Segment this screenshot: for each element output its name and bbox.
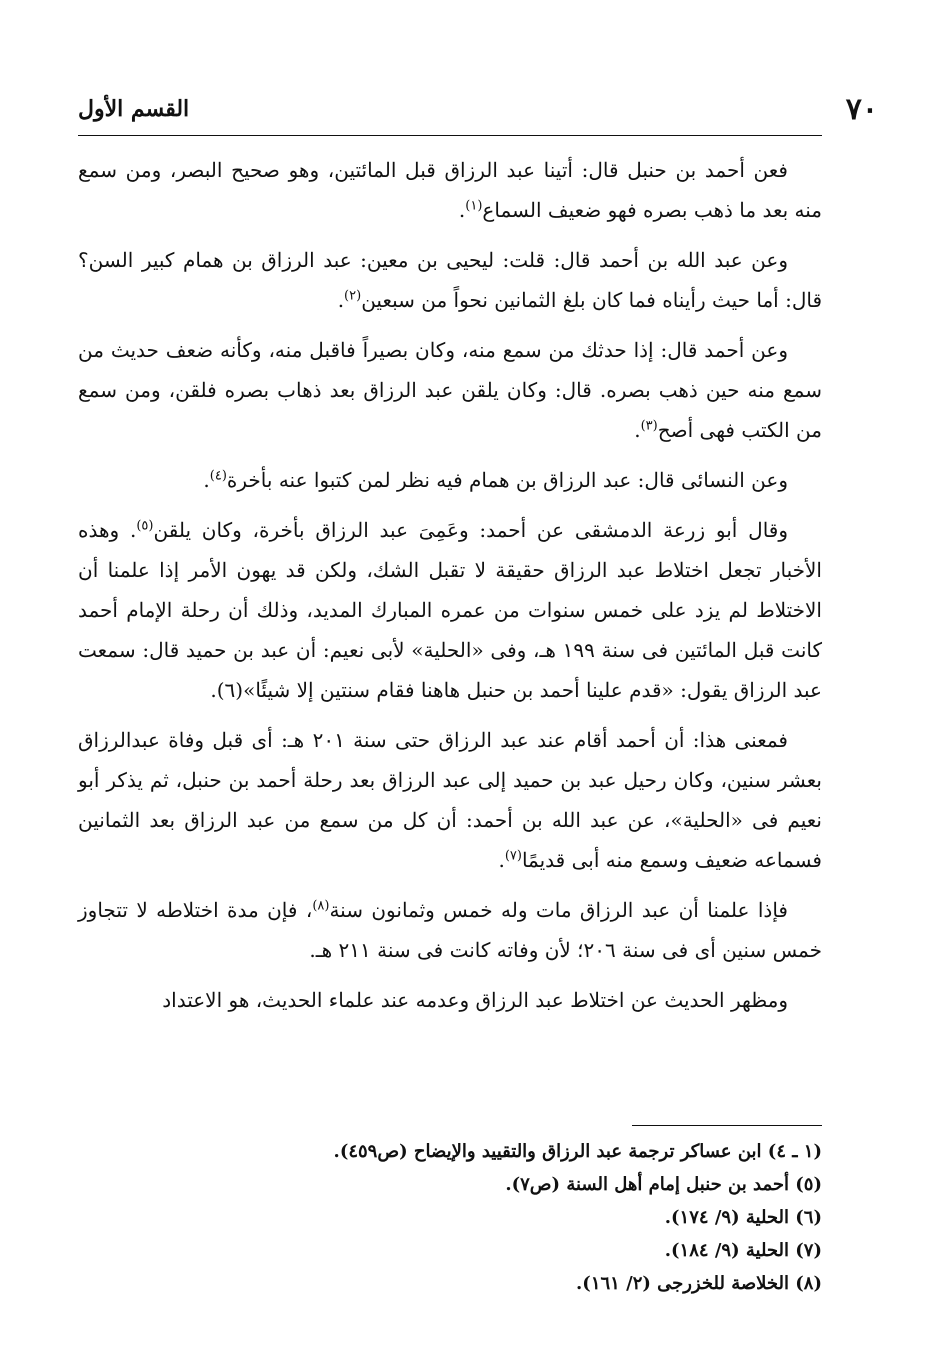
- footnotes: [122, 1135, 822, 1300]
- footnote-ref: (٧): [504, 848, 522, 864]
- footnote-ref: (٣): [640, 418, 658, 434]
- paragraph: وعن عبد الله بن أحمد قال: قلت: ليحيى بن معين: عبد الرزاق بن همام كبير السن؟ قال: أما حيث رأيناه فما كان بلغ الثمانين نحواً من سبعين$^{(٢)}$.: [78, 248, 822, 312]
- footnote: (٥) أحمد بن حنبل إمام أهل السنة (ص٧).: [505, 1174, 822, 1195]
- footnote-ref: (٤): [209, 468, 227, 484]
- footnote-ref: (٨): [312, 898, 330, 914]
- paragraph: وعن النسائى قال: عبد الرزاق بن همام فيه نظر لمن كتبوا عنه بأخرة$^{(٤)}$.: [203, 468, 788, 492]
- section-title: القسم الأول: [78, 96, 190, 122]
- paragraph: فإذا علمنا أن عبد الرزاق مات وله خمس وثمانون سنة$^{(٨)}$، فإن مدة اختلاطه لا تتجاوز خمس سنين أى فى سنة ٢٠٦؛ لأن وفاته كانت فى سنة ٢١١ هـ.: [78, 898, 822, 962]
- footnote: (١ ـ ٤) ابن عساكر ترجمة عبد الرزاق والتقييد والإيضاح (ص٤٥٩).: [333, 1141, 822, 1162]
- footnote-ref: (٢): [344, 288, 362, 304]
- paragraph: فعن أحمد بن حنبل قال: أتينا عبد الرزاق قبل المائتين، وهو صحيح البصر، ومن سمع منه بعد ما ذهب بصره فهو ضعيف السماع$^{(١)}$.: [78, 158, 822, 222]
- page-number: ٧٠: [845, 92, 878, 127]
- footnote: (٧) الحلية (٩/ ١٨٤).: [664, 1240, 822, 1261]
- body-text: [78, 150, 822, 1030]
- page-header: [78, 92, 878, 132]
- footnote: (٨) الخلاصة للخزرجى (٢/ ١٦١).: [576, 1273, 822, 1294]
- footnote-ref: (٥): [136, 518, 154, 534]
- paragraph: وقال أبو زرعة الدمشقى عن أحمد: وعَمِىَ عبد الرزاق بأخرة، وكان يلقن$^{(٥)}$. وهذه الأخبار تجعل اختلاط عبد الرزاق حقيقة لا تقبل الشك، ولكن قد يهون الأمر إذا علمنا أن الاختلاط لم يزد على خمس سنوات من عمره المبارك المديد، وذلك أن رحلة الإمام أحمد كانت قبل المائتين فى سنة ١٩٩ هـ، وفى «الحلية» لأبى نعيم: أن عبد بن حميد قال: سمعت عبد الرزاق يقول: «قدم علينا أحمد بن حنبل هاهنا فقام سنتين إلا شيئًا»(٦).: [78, 518, 823, 702]
- footnote-ref: (١): [465, 198, 483, 214]
- paragraph: وعن أحمد قال: إذا حدثك من سمع منه، وكان بصيراً فاقبل منه، وكأنه ضعف حديث من سمع منه حين ذهب بصره. قال: وكان يلقن عبد الرزاق بعد ذهاب بصره فلقن، ومن سمع من الكتب فهى أصح$^{(٣)}$.: [78, 338, 822, 442]
- footnote: (٦) الحلية (٩/ ١٧٤).: [664, 1207, 822, 1228]
- footnote-rule: [632, 1125, 822, 1126]
- paragraph: فمعنى هذا: أن أحمد أقام عند عبد الرزاق حتى سنة ٢٠١ هـ: أى قبل وفاة عبدالرزاق بعشر سنين، وكان رحيل عبد بن حميد إلى عبد الرزاق بعد رحلة أحمد بن حنبل، ثم يذكر أبو نعيم فى «الحلية»، عن عبد الله بن أحمد: أن كل من سمع من عبد الرزاق بعد الثمانين فسماعه ضعيف وسمع منه أبى قديمًا$^{(٧)}$.: [78, 728, 822, 872]
- paragraph: ومظهر الحديث عن اختلاط عبد الرزاق وعدمه عند علماء الحديث، هو الاعتداد: [162, 988, 788, 1012]
- header-rule: [78, 135, 822, 136]
